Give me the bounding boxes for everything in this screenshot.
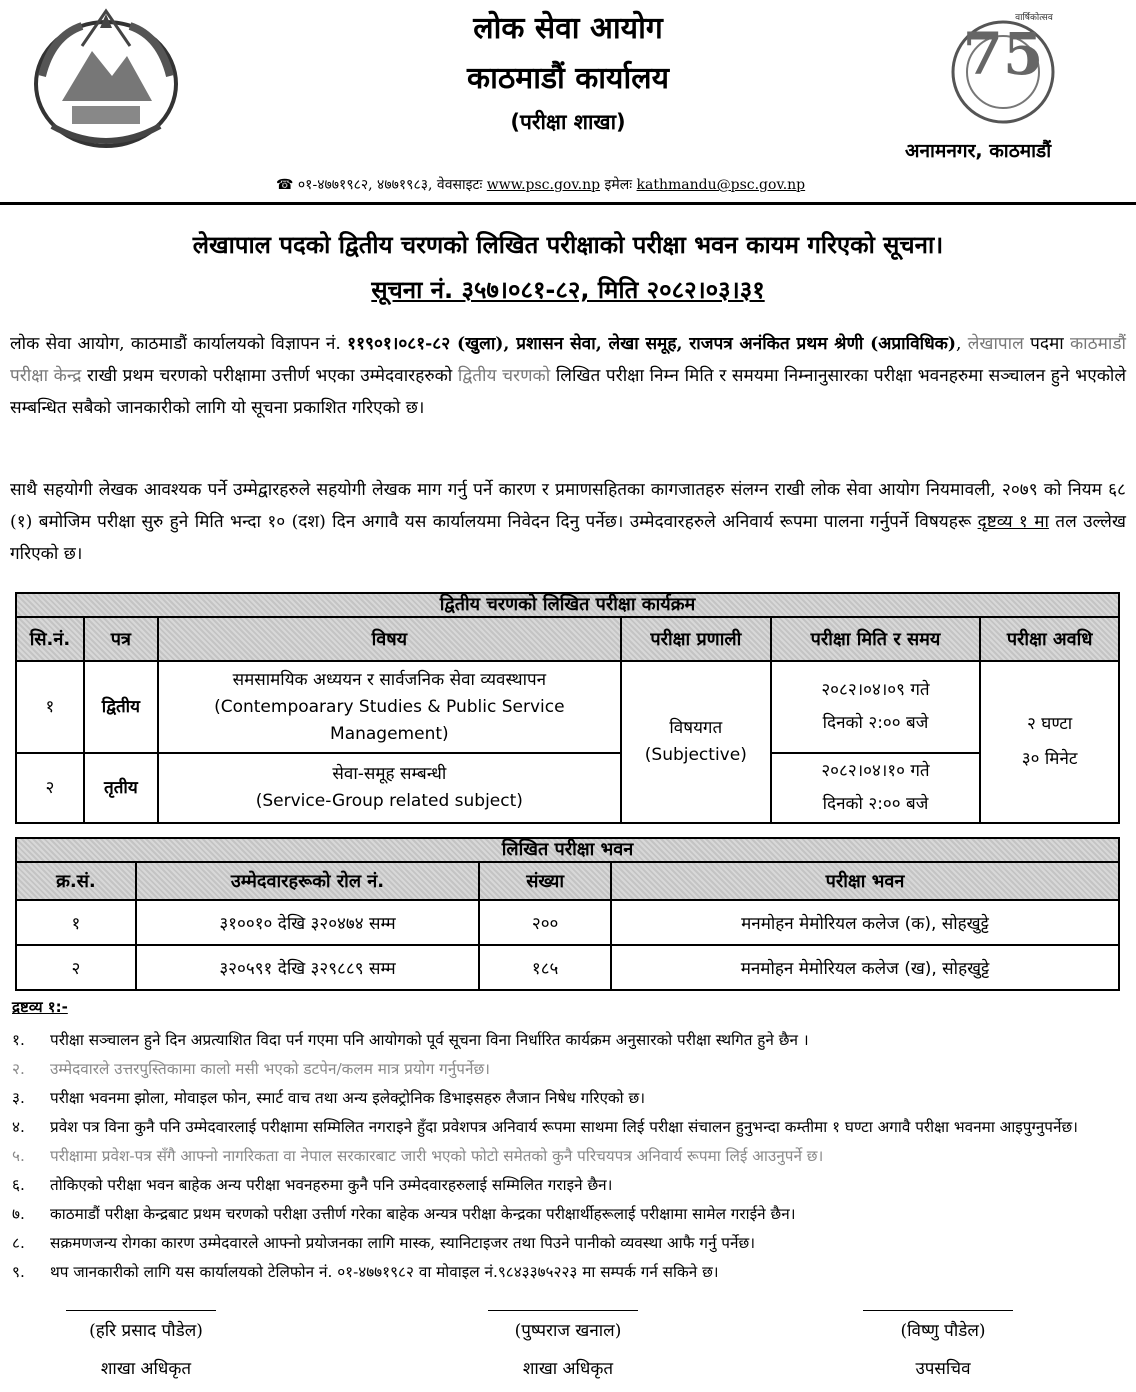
- venue-roll: ३१००१० देखि ३२०४७४ सम्म: [136, 900, 479, 945]
- col-subject: विषय: [158, 617, 621, 661]
- email-link[interactable]: kathmandu@psc.gov.np: [636, 177, 806, 193]
- signature-block: [448, 1318, 688, 1379]
- exam-time: दिनको २:०० बजे: [822, 713, 929, 733]
- system-en: (Subjective): [644, 745, 747, 765]
- list-item: [10, 1173, 1126, 1198]
- venue-roll: ३२०५९१ देखि ३२९८८९ सम्म: [136, 945, 479, 990]
- row-sn: १: [16, 661, 84, 753]
- note-text: काठमाडौं परीक्षा केन्द्रबाट प्रथम चरणको परीक्षा उत्तीर्ण गरेका बाहेक अन्यत्र परीक्षा केन्द्रका परीक्षार्थीहरूलाई परीक्षामा सामेल गराईने छैन।: [50, 1205, 796, 1223]
- exam-duration: [980, 661, 1119, 823]
- venue-sn: २: [16, 945, 136, 990]
- venue-header-row: [16, 862, 1119, 900]
- venue-count: १८५: [479, 945, 611, 990]
- note-number: ६.: [12, 1176, 25, 1194]
- header-divider: [0, 202, 1136, 205]
- notice-number: [0, 273, 1136, 306]
- note-number: २.: [12, 1060, 25, 1078]
- note-number: ५.: [12, 1147, 25, 1165]
- row-subject: [158, 753, 621, 823]
- notice-title: लेखापाल पदको द्वितीय चरणको लिखित परीक्षाको परीक्षा भवन कायम गरिएको सूचना।: [192, 231, 944, 259]
- table-row: [16, 753, 1119, 823]
- table-row: [16, 661, 1119, 753]
- office-location: अनामनगर, काठमाडौं: [905, 140, 1052, 162]
- para1-text-a: लोक सेवा आयोग, काठमाडौं कार्यालयको विज्ञापन नं.: [10, 334, 348, 354]
- signature-block: [26, 1318, 266, 1379]
- notes-list: [10, 1028, 1126, 1289]
- signature-line: [66, 1310, 216, 1311]
- website-link[interactable]: www.psc.gov.np: [486, 177, 601, 193]
- anniversary-logo-icon: [938, 4, 1068, 134]
- note-number: ९.: [12, 1263, 25, 1281]
- contact-line: [276, 175, 805, 194]
- signatory-name: (हरि प्रसाद पौडेल): [89, 1321, 203, 1341]
- note-text: सक्रमणजन्य रोगका कारण उम्मेदवारले आफ्नो प्रयोजनका लागि मास्क, स्यानिटाइजर तथा पिउने पानीको व्यवस्था आफै गर्नु पर्नेछ।: [50, 1234, 756, 1252]
- para1-text-e: पदमा: [1023, 334, 1070, 354]
- note-text: परीक्षा भवनमा झोला, मोवाइल फोन, स्मार्ट वाच तथा अन्य इलेक्ट्रोनिक डिभाइसहरु लैजान निषेध गरिएको छ।: [50, 1089, 646, 1107]
- para1-text-i: लिखित परीक्षा निम्न मिति र समयमा निम्नानुसारका परीक्षा भवनहरुमा सञ्चालन हुने भएकोले सम्बन्धित सबैको जानकारीको लागि यो सूचना प्रकाशित गरिएको छ।: [10, 366, 1127, 418]
- table-row: [16, 900, 1119, 945]
- org-name-line1: लोक सेवा आयोग: [473, 11, 663, 46]
- col-count: संख्या: [479, 862, 611, 900]
- note-text: परीक्षामा प्रवेश-पत्र सँगै आफ्नो नागरिकता वा नेपाल सरकारबाट जारी भएको फोटो समेतको कुनै परिचयपत्र अनिवार्य रूपमा लिई आउनुपर्ने छ।: [50, 1147, 824, 1165]
- para1-text-g: राखी प्रथम चरणको परीक्षामा उत्तीर्ण भएका उम्मेदवारहरुको: [81, 366, 458, 386]
- para1-text-c: ,: [956, 334, 968, 354]
- signatory-name: (पुष्पराज खनाल): [514, 1321, 622, 1341]
- note-number: ८.: [12, 1234, 25, 1252]
- col-venue: परीक्षा भवन: [611, 862, 1119, 900]
- para1-center: काठमाडौं परीक्षा केन्द्र: [10, 334, 1126, 386]
- col-roll: उम्मेदवारहरूको रोल नं.: [136, 862, 479, 900]
- subject-en: (Contempoarary Studies & Public Service Management): [214, 696, 565, 744]
- list-item: [10, 1057, 1126, 1082]
- para1-stage: द्वितीय चरणको: [457, 366, 551, 386]
- phone-icon: ☎: [276, 177, 294, 193]
- subject-en: (Service-Group related subject): [255, 791, 523, 811]
- notice-number-text: सूचना नं. ३५७।०८१-८२, मिति २०८२।०३।३१: [371, 276, 765, 304]
- row-date-time: [771, 753, 981, 823]
- venue-title: लिखित परीक्षा भवन: [15, 837, 1120, 861]
- schedule-table: [15, 616, 1120, 824]
- venue-name: मनमोहन मेमोरियल कलेज (ख), सोहखुट्टे: [611, 945, 1119, 990]
- col-sn: क्र.सं.: [16, 862, 136, 900]
- anniversary-label: वार्षिकोत्सव: [1015, 13, 1053, 23]
- list-item: [10, 1260, 1126, 1285]
- list-item: [10, 1028, 1126, 1053]
- anniversary-number: 75: [962, 20, 1044, 88]
- col-sn: सि.नं.: [16, 617, 84, 661]
- note-reference: दृष्टव्य १ मा: [977, 512, 1049, 532]
- signatory-role: उपसचिव: [915, 1359, 971, 1379]
- intro-paragraph: [10, 328, 1126, 424]
- schedule-title: द्वितीय चरणको लिखित परीक्षा कार्यक्रम: [15, 592, 1120, 616]
- note-text: परीक्षा सञ्चालन हुने दिन अप्रत्याशित विदा पर्न गएमा पनि आयोगको पूर्व सूचना विना निर्धारित कार्यक्रम अनुसारको परीक्षा स्थगित हुने छैन ।: [50, 1031, 809, 1049]
- duration-minutes: ३० मिनेट: [1021, 749, 1078, 769]
- signature-line: [863, 1310, 1013, 1311]
- col-paper: पत्र: [84, 617, 158, 661]
- signature-block: [823, 1318, 1063, 1379]
- letterhead: [0, 0, 1136, 205]
- row-sn: २: [16, 753, 84, 823]
- note-number: ४.: [12, 1118, 25, 1136]
- phone-text: ०१-४७७१९८२, ४७७१९८३, वेवसाइटः: [297, 177, 483, 193]
- row-date-time: [771, 661, 981, 753]
- list-item: [10, 1115, 1126, 1140]
- exam-date: २०८२।०४।१० गते: [821, 761, 930, 781]
- signature-line: [488, 1310, 638, 1311]
- org-name-line2: काठमाडौं कार्यालय: [467, 61, 669, 96]
- note-number: १.: [12, 1031, 25, 1049]
- schedule-header-row: [16, 617, 1119, 661]
- exam-time: दिनको २:०० बजे: [822, 794, 929, 814]
- row-paper: तृतीय: [84, 753, 158, 823]
- note-text: उम्मेदवारले उत्तरपुस्तिकामा कालो मसी भएको डटपेन/कलम मात्र प्रयोग गर्नुपर्नेछ।: [50, 1060, 490, 1078]
- row-paper: द्वितीय: [84, 661, 158, 753]
- col-date-time: परीक्षा मिति र समय: [771, 617, 981, 661]
- subject-np: सेवा-समूह सम्बन्धी: [332, 764, 447, 784]
- venue-sn: १: [16, 900, 136, 945]
- assistant-writer-paragraph: [10, 474, 1126, 570]
- email-label: इमेलः: [604, 177, 633, 193]
- signatory-role: शाखा अधिकृत: [100, 1359, 192, 1379]
- exam-date: २०८२।०४।०९ गते: [821, 680, 930, 700]
- list-item: [10, 1086, 1126, 1111]
- venue-count: २००: [479, 900, 611, 945]
- note-text: थप जानकारीको लागि यस कार्यालयको टेलिफोन नं. ०१-४७७१९८२ वा मोवाइल नं.९८४३३७५२२३ मा सम्पर्क गर्न सकिने छ।: [50, 1263, 719, 1281]
- note-number: ३.: [12, 1089, 25, 1107]
- list-item: [10, 1144, 1126, 1169]
- para1-advert: ११९०१।०८१-८२ (खुला), प्रशासन सेवा, लेखा समूह, राजपत्र अनंकित प्रथम श्रेणी (अप्राविधिक): [347, 334, 956, 354]
- col-duration: परीक्षा अवधि: [980, 617, 1119, 661]
- notes-heading: द्रष्टव्य १:-: [12, 998, 68, 1016]
- note-text: प्रवेश पत्र विना कुनै पनि उम्मेदवारलाई परीक्षामा सम्मिलित नगराइने हुँदा प्रवेशपत्र अनिवार्य रूपमा साथमा लिई परीक्षा संचालन हुनुभन्दा कम्तीमा १ घण्टा अगावै परीक्षा भवनमा आइपुग्नुपर्नेछ।: [50, 1118, 1078, 1136]
- list-item: [10, 1202, 1126, 1227]
- table-row: [16, 945, 1119, 990]
- para1-post: लेखापाल: [967, 334, 1024, 354]
- para2-text-a: साथै सहयोगी लेखक आवश्यक पर्ने उम्मेद्वारहरुले सहयोगी लेखक माग गर्नु पर्ने कारण र प्रमाणसहितका कागजातहरु संलग्न राखी लोक सेवा आयोग नियमावली, २०७९ को नियम ६८ (१) बमोजिम परीक्षा सुरु हुने मिति भन्दा १० (दश) दिन अगावै यस कार्यालयमा निवेदन दिनु पर्नेछ। उम्मेदवारहरुले अनिवार्य रूपमा पालना गर्नुपर्ने विषयहरू: [10, 480, 1126, 532]
- system-np: विषयगत: [669, 718, 723, 738]
- venue-name: मनमोहन मेमोरियल कलेज (क), सोहखुट्टे: [611, 900, 1119, 945]
- para2-text-b: तल उल्लेख गरिएको छ।: [10, 512, 1126, 564]
- note-text: तोकिएको परीक्षा भवन बाहेक अन्य परीक्षा भवनहरुमा कुनै पनि उम्मेदवारहरुलाई सम्मिलित गराइने छैन।: [50, 1176, 613, 1194]
- signatory-name: (विष्णु पौडेल): [900, 1321, 986, 1341]
- signatory-role: शाखा अधिकृत: [522, 1359, 614, 1379]
- list-item: [10, 1231, 1126, 1256]
- org-name-line3: (परीक्षा शाखा): [510, 110, 626, 134]
- duration-hours: २ घण्टा: [1027, 714, 1073, 734]
- col-system: परीक्षा प्रणाली: [621, 617, 771, 661]
- exam-system: [621, 661, 771, 823]
- subject-np: समसामयिक अध्ययन र सार्वजनिक सेवा व्यवस्थापन: [232, 669, 547, 690]
- note-number: ७.: [12, 1205, 25, 1223]
- row-subject: [158, 661, 621, 753]
- venue-table: [15, 861, 1120, 991]
